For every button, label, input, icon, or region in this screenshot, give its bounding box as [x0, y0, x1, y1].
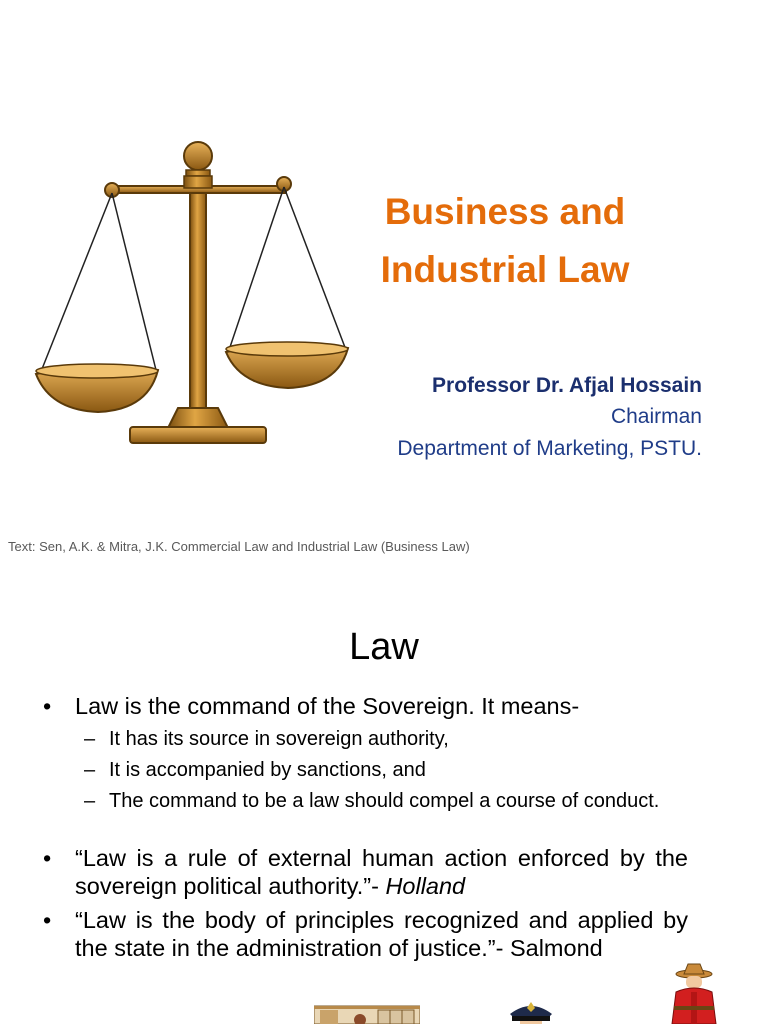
sub-bullet-item [42, 758, 688, 782]
bullet-marker: • [43, 693, 52, 719]
slide-title-line-2: Industrial Law [380, 249, 630, 290]
bullet-item [42, 692, 688, 720]
sub-bullet-text: The command to be a law should compel a course of conduct. [109, 790, 660, 812]
bullet-text: Law is the command of the Sovereign. It means- [75, 693, 580, 719]
mountie-clipart [664, 962, 724, 1024]
bullet-author: Holland [385, 873, 466, 899]
dash-marker: – [84, 728, 96, 750]
text-reference: Text: Sen, A.K. & Mitra, J.K. Commercial Law and Industrial Law (Business Law) [8, 539, 470, 554]
sub-bullet-item [42, 727, 688, 751]
bullet-text: “Law is the body of principles recognized and applied by the state in the administration of justice.”- Salmond [75, 907, 688, 961]
courtroom-clipart [314, 1004, 420, 1024]
bullet-marker: • [43, 845, 52, 871]
sub-bullet-item [42, 789, 688, 813]
author-name: Professor Dr. Afjal Hossain [432, 374, 702, 397]
bullet-item [42, 906, 688, 962]
author-department: Department of Marketing, PSTU. [397, 437, 702, 460]
dash-marker: – [84, 759, 96, 781]
slide-title-line-1: Business and [384, 191, 626, 232]
slide-title: Law [349, 626, 419, 668]
bullet-marker: • [43, 907, 52, 933]
police-officer-clipart [506, 998, 556, 1024]
bullet-item [42, 844, 688, 900]
sub-bullet-text: It has its source in sovereign authority, [109, 728, 449, 750]
author-position: Chairman [610, 405, 702, 428]
bullet-text: “Law is a rule of external human action enforced by the sovereign political authority.”- [75, 845, 688, 899]
scales-of-justice-icon [28, 138, 358, 450]
dash-marker: – [84, 790, 96, 812]
sub-bullet-text: It is accompanied by sanctions, and [109, 759, 426, 781]
law-slide [0, 576, 768, 1024]
